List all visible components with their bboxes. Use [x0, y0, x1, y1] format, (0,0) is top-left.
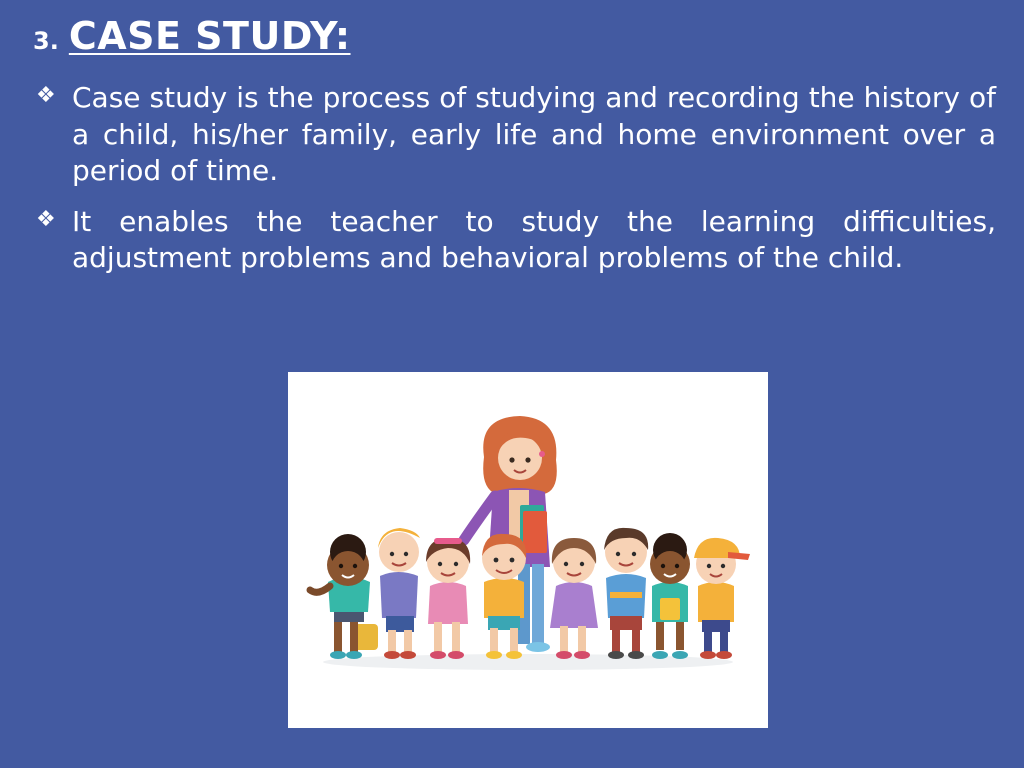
section-number: 3.	[33, 27, 59, 55]
bullet-item	[36, 80, 996, 190]
teacher-with-children-illustration	[288, 372, 768, 728]
bullet-text: Case study is the process of studying and recording the history of a child, his/her family, early life and home environment over a period of time.	[72, 81, 996, 187]
slide-heading	[33, 14, 351, 58]
slide-title: CASE STUDY:	[68, 14, 351, 58]
bullet-list	[36, 80, 996, 291]
diamond-bullet-icon: ❖	[36, 206, 56, 232]
diamond-bullet-icon: ❖	[36, 83, 56, 108]
bullet-text: It enables the teacher to study the learning difficulties, adjustment problems and behavioral problems of the child.	[72, 204, 996, 274]
bullet-item	[36, 204, 996, 277]
